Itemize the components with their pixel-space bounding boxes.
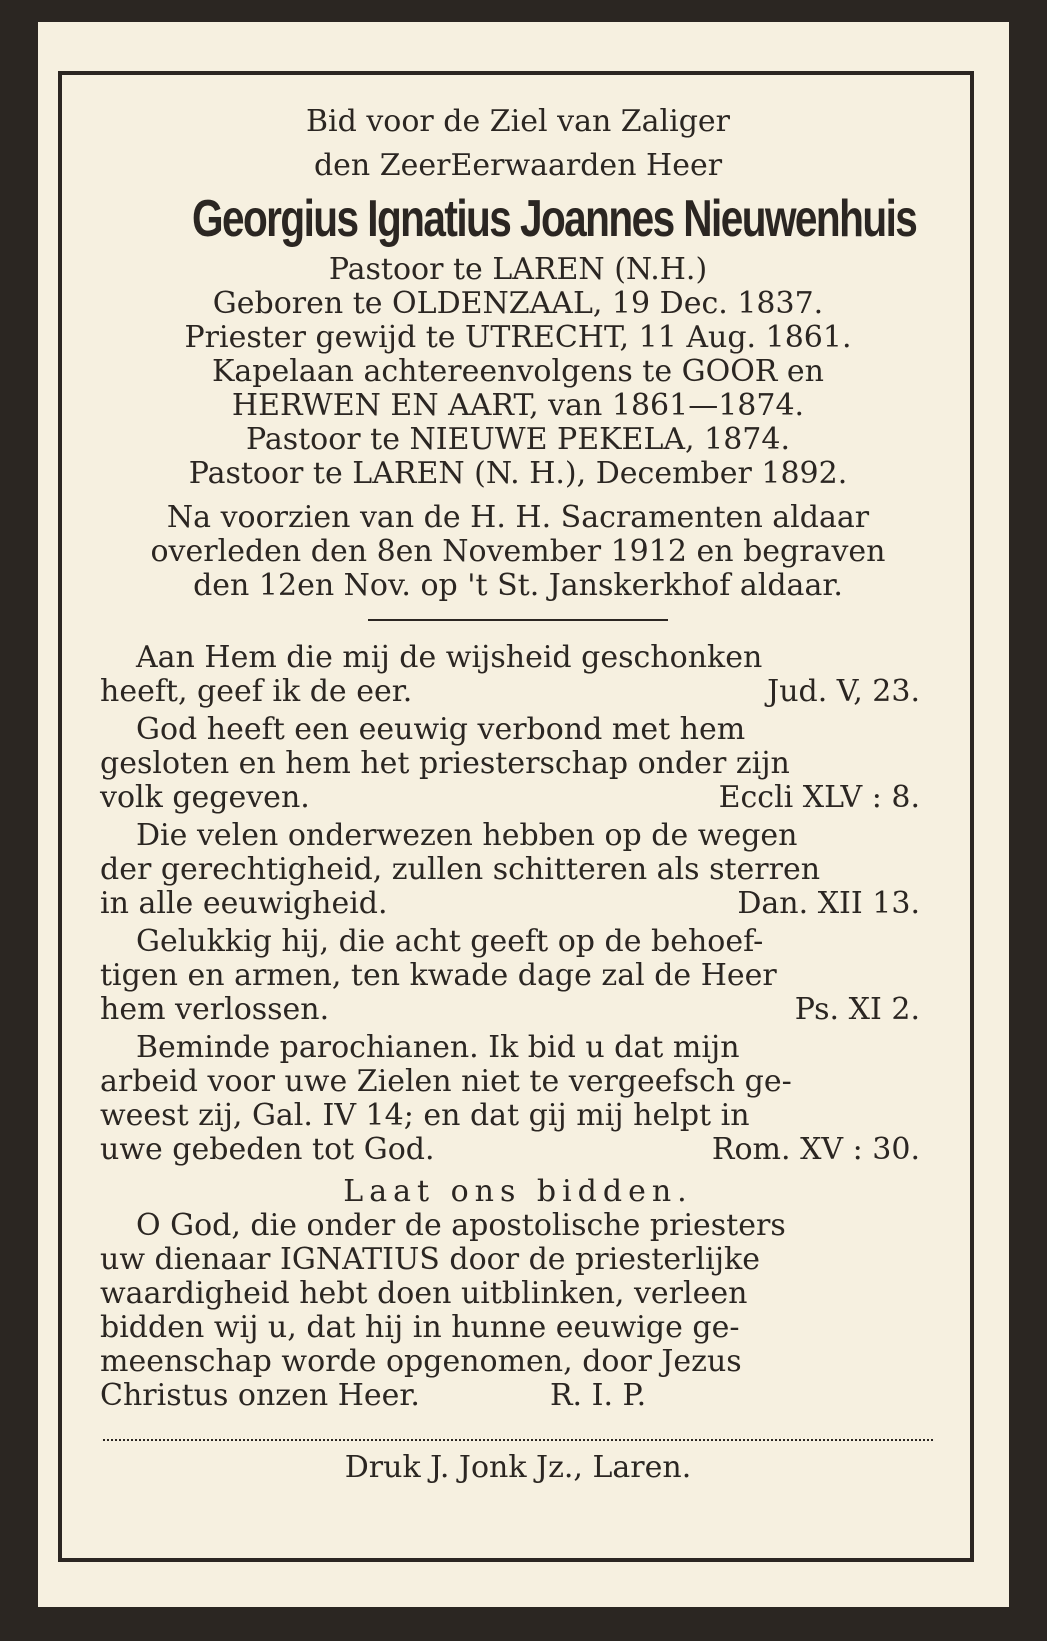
death-line: den 12en Nov. op 't St. Janskerkhof aldaar. <box>193 568 843 603</box>
verse-text: Gelukkig hij, die acht geeft op de behoef- <box>136 924 764 959</box>
prayer-text: bidden wij u, dat hij in hunne eeuwige ge- <box>100 1310 740 1345</box>
death-line: overleden den 8en November 1912 en begraven <box>150 534 886 569</box>
verse-text: God heeft een eeuwig verbond met hem <box>136 712 746 747</box>
verse-text: der gerechtigheid, zullen schitteren als sterren <box>100 852 821 887</box>
verse-text: hem verlossen. <box>100 992 330 1027</box>
verse-1 <box>100 641 936 709</box>
career-line: Geboren te OLDENZAAL, 19 Dec. 1837. <box>212 286 824 321</box>
career-line: HERWEN EN AART, van 1861—1874. <box>231 388 805 423</box>
verse-2 <box>100 713 936 815</box>
verse-text: volk gegeven. <box>100 780 310 815</box>
verse-4 <box>100 925 936 1027</box>
verse-text: uwe gebeden tot God. <box>100 1132 435 1167</box>
verse-3 <box>100 819 936 921</box>
prayer <box>100 1209 936 1413</box>
career-list <box>100 253 936 491</box>
verse-reference: Jud. V, 23. <box>767 674 920 709</box>
verse-text: tigen en armen, ten kwade dage zal de Heer <box>100 958 777 993</box>
verse-reference: Rom. XV : 30. <box>711 1132 920 1167</box>
verse-reference: Ps. XI 2. <box>794 992 920 1027</box>
dotted-divider <box>103 1439 933 1441</box>
printer-credit: Druk J. Jonk Jz., Laren. <box>344 1450 692 1485</box>
career-line: Pastoor te LAREN (N.H.) <box>328 252 708 287</box>
death-notice <box>100 501 936 603</box>
prayer-text: uw dienaar IGNATIUS door de priesterlijke <box>100 1242 760 1277</box>
deceased-name: Georgius Ignatius Joannes Nieuwenhuis <box>191 190 917 248</box>
rip-text: R. I. P. <box>549 1378 647 1413</box>
divider-rule <box>368 619 668 621</box>
verse-text: Beminde parochianen. Ik bid u dat mijn <box>136 1030 740 1065</box>
card-content <box>100 91 936 1485</box>
verse-text: arbeid voor uwe Zielen niet te vergeefsch ge- <box>100 1064 792 1099</box>
career-line: Kapelaan achtereenvolgens te GOOR en <box>212 354 824 389</box>
heading-line-1: Bid voor de Ziel van Zaliger <box>305 104 731 139</box>
verse-text: Aan Hem die mij de wijsheid geschonken <box>136 640 763 675</box>
verse-text: heeft, geef ik de eer. <box>100 674 413 709</box>
verse-text: Die velen onderwezen hebben op de wegen <box>136 818 798 853</box>
verse-reference: Dan. XII 13. <box>737 886 920 921</box>
verse-text: in alle eeuwigheid. <box>100 886 388 921</box>
career-line: Pastoor te NIEUWE PEKELA, 1874. <box>245 422 790 457</box>
verse-text: weest zij, Gal. IV 14; en dat gij mij helpt in <box>100 1098 750 1133</box>
verse-reference: Eccli XLV : 8. <box>718 780 920 815</box>
prayer-text: O God, die onder de apostolische priesters <box>136 1208 786 1243</box>
verse-text: gesloten en hem het priesterschap onder zijn <box>100 746 790 781</box>
career-line: Pastoor te LAREN (N. H.), December 1892. <box>188 456 848 491</box>
prayer-text: meenschap worde opgenomen, door Jezus <box>100 1344 742 1379</box>
career-line: Priester gewijd te UTRECHT, 11 Aug. 1861. <box>184 320 852 355</box>
heading-line-2: den ZeerEerwaarden Heer <box>313 148 723 183</box>
card-inner-frame <box>58 71 974 1562</box>
prayer-text: Christus onzen Heer. <box>100 1378 420 1413</box>
prayer-text: waardigheid hebt doen uitblinken, verleen <box>100 1276 748 1311</box>
verse-5 <box>100 1031 936 1167</box>
prayer-title: Laat ons bidden. <box>343 1174 693 1209</box>
death-line: Na voorzien van de H. H. Sacramenten aldaar <box>166 500 870 535</box>
